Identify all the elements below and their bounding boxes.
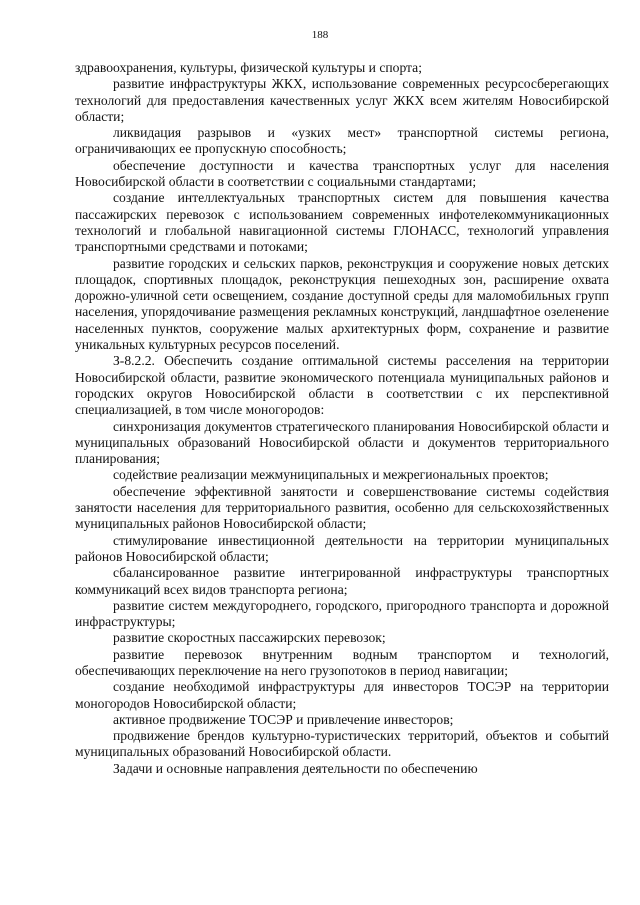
paragraph: ликвидация разрывов и «узких мест» транспортной системы региона, ограничивающих ее пропускную способность;	[75, 125, 609, 157]
paragraph: развитие перевозок внутренним водным транспортом и технологий, обеспечивающих переключение на него грузопотоков в период навигации;	[75, 646, 609, 678]
paragraph: здравоохранения, культуры, физической культуры и спорта;	[75, 60, 422, 75]
paragraph: стимулирование инвестиционной деятельности на территории муниципальных районов Новосибирской области;	[75, 532, 609, 564]
paragraph: развитие инфраструктуры ЖКХ, использование современных ресурсосберегающих технологий для предоставления качественных услуг ЖКХ всем жителям Новосибирской области;	[75, 76, 609, 124]
paragraph: развитие скоростных пассажирских перевозок;	[113, 630, 386, 646]
paragraph: продвижение брендов культурно-туристических территорий, объектов и событий муниципальных образований Новосибирской области.	[75, 728, 609, 760]
paragraph: сбалансированное развитие интегрированной инфраструктуры транспортных коммуникаций всех видов транспорта региона;	[75, 565, 609, 597]
document-body	[75, 60, 609, 777]
paragraph: создание необходимой инфраструктуры для инвесторов ТОСЭР на территории моногородов Новосибирской области;	[75, 679, 609, 711]
paragraph: развитие систем междугороднего, городского, пригородного транспорта и дорожной инфраструктуры;	[75, 597, 609, 630]
paragraph: синхронизация документов стратегического планирования Новосибирской области и муниципальных образований Новосибирской области и документов территориального планирования;	[75, 418, 609, 467]
paragraph: содействие реализации межмуниципальных и межрегиональных проектов;	[113, 467, 549, 483]
paragraph: обеспечение эффективной занятости и совершенствование системы содействия занятости населения для территориального развития, особенно для сельскохозяйственных муниципальных районов Новосибирской области;	[75, 483, 609, 532]
paragraph: З-8.2.2. Обеспечить создание оптимальной системы расселения на территории Новосибирской области, развитие экономического потенциала муниципальных районов и городских округов Новосибирской области в соответствии с их перспективной специализацией, в том числе моногородов:	[75, 353, 609, 418]
paragraph: Задачи и основные направления деятельности по обеспечению	[113, 760, 478, 776]
paragraph: обеспечение доступности и качества транспортных услуг для населения Новосибирской области в соответствии с социальными стандартами;	[75, 157, 609, 190]
paragraph: развитие городских и сельских парков, реконструкция и сооружение новых детских площадок, спортивных площадок, реконструкция пешеходных зон, расширение охвата дорожно-уличной сети освещением, создание доступной среды для маломобильных групп населения, упорядочивание размещения рекламных конструкций, ландшафтное озеленение населенных пунктов, сооружение малых архитектурных форм, сохранение и развитие уникальных культурных ресурсов поселений.	[75, 255, 609, 353]
page-number: 188	[311, 29, 329, 41]
paragraph: создание интеллектуальных транспортных систем для повышения качества пассажирских перевозок с использованием современных инфотелекоммуникационных технологий и глобальной навигационной системы ГЛОНАСС, технологий управления транспортными средствами и потоками;	[75, 190, 609, 255]
paragraph: активное продвижение ТОСЭР и привлечение инвесторов;	[113, 711, 454, 727]
